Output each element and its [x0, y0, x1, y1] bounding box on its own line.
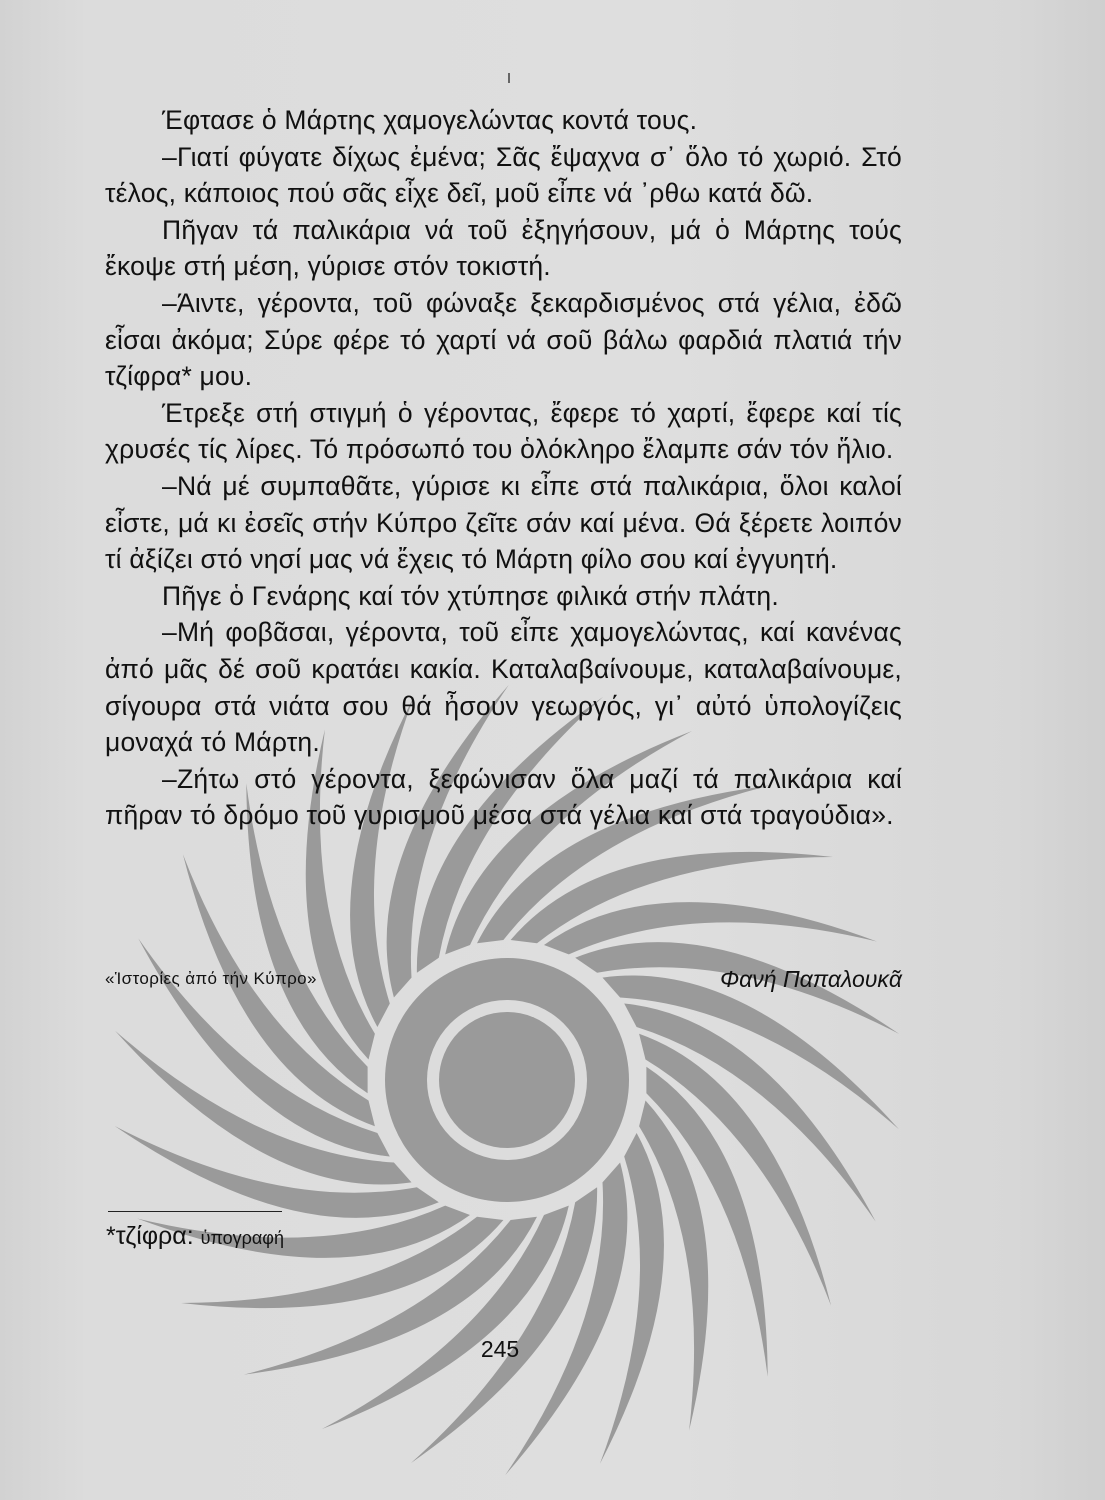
- footnote-definition: ὑπογραφή: [200, 1228, 284, 1248]
- paragraph: Έφτασε ὁ Μάρτης χαμογελώντας κοντά τους.: [162, 105, 698, 135]
- footnote: [106, 1222, 284, 1251]
- sun-ray: [544, 902, 877, 954]
- paragraph: –Άιντε, γέροντα, τοῦ φώναξε ξεκαρδισμένος στά γέλια, ἐδῶ εἶσαι ἀκόμα; Σύρε φέρε τό χαρτί νά σοῦ βάλω φαρδιά πλατιά τήν τζίφρα* μου.: [105, 287, 902, 392]
- paragraph: Έτρεξε στή στιγμή ὁ γέροντας, ἔφερε τό χαρτί, ἔφερε καί τίς χρυσές τίς λίρες. Τό πρόσωπό του ὁλόκληρο ἔλαμπε σάν τόν ἥλιο.: [105, 397, 902, 465]
- page-number: 245: [480, 1336, 520, 1362]
- paragraph: –Ζήτω στό γέροντα, ξεφώνισαν ὅλα μαζί τά παλικάρια καί πῆραν τό δρόμο τοῦ γυρισμοῦ μέσα στά γέλια καί στά τραγούδια».: [105, 763, 902, 831]
- author-name: Φανή Παπαλουκᾶ: [719, 966, 902, 992]
- story-text: [105, 102, 902, 834]
- paragraph: –Νά μέ συμπαθᾶτε, γύρισε κι εἶπε στά παλικάρια, ὅλοι καλοί εἶστε, μά κι ἐσεῖς στήν Κύπρο ζεῖτε σάν καί μένα. Θά ξέρετε λοιπόν τί ἀξίζει στό νησί μας νά ἔχεις τό Μάρτη φίλο σου καί ἐγγυητή.: [105, 470, 902, 575]
- footnote-divider: [108, 1211, 282, 1212]
- paragraph: Πῆγαν τά παλικάρια νά τοῦ ἐξηγήσουν, μά ὁ Μάρτης τούς ἔκοψε στή μέση, γύρισε στόν τοκιστή.: [105, 214, 902, 282]
- source-title: «Ἱστορίες ἀπό τήν Κύπρο»: [105, 969, 317, 988]
- paragraph: –Γιατί φύγατε δίχως ἐμένα; Σᾶς ἔψαχνα σ᾽ ὅλο τό χωριό. Στό τέλος, κάποιος πού σᾶς εἶχε δεῖ, μοῦ εἶπε νά ᾽ρθω κατά δῶ.: [105, 141, 902, 209]
- sun-ray: [624, 1004, 876, 1222]
- binding-mark: [508, 73, 510, 83]
- paragraph: –Μή φοβᾶσαι, γέροντα, τοῦ εἶπε χαμογελώντας, καί κανένας ἀπό μᾶς δέ σοῦ κρατάει κακία. Καταλαβαίνουμε, καταλαβαίνουμε, σίγουρα στά νιάτα σου θά ἦσουν γεωργός, γι᾽ αὐτό ὑπολογίζεις μοναχά τό Μάρτη.: [105, 617, 902, 758]
- footnote-term: *τζίφρα:: [106, 1222, 194, 1250]
- sun-core: [439, 1012, 575, 1148]
- sun-ray: [646, 1067, 767, 1377]
- paragraph: Πῆγε ὁ Γενάρης καί τόν χτύπησε φιλικά στήν πλάτη.: [162, 580, 779, 611]
- source-attribution: [105, 966, 902, 996]
